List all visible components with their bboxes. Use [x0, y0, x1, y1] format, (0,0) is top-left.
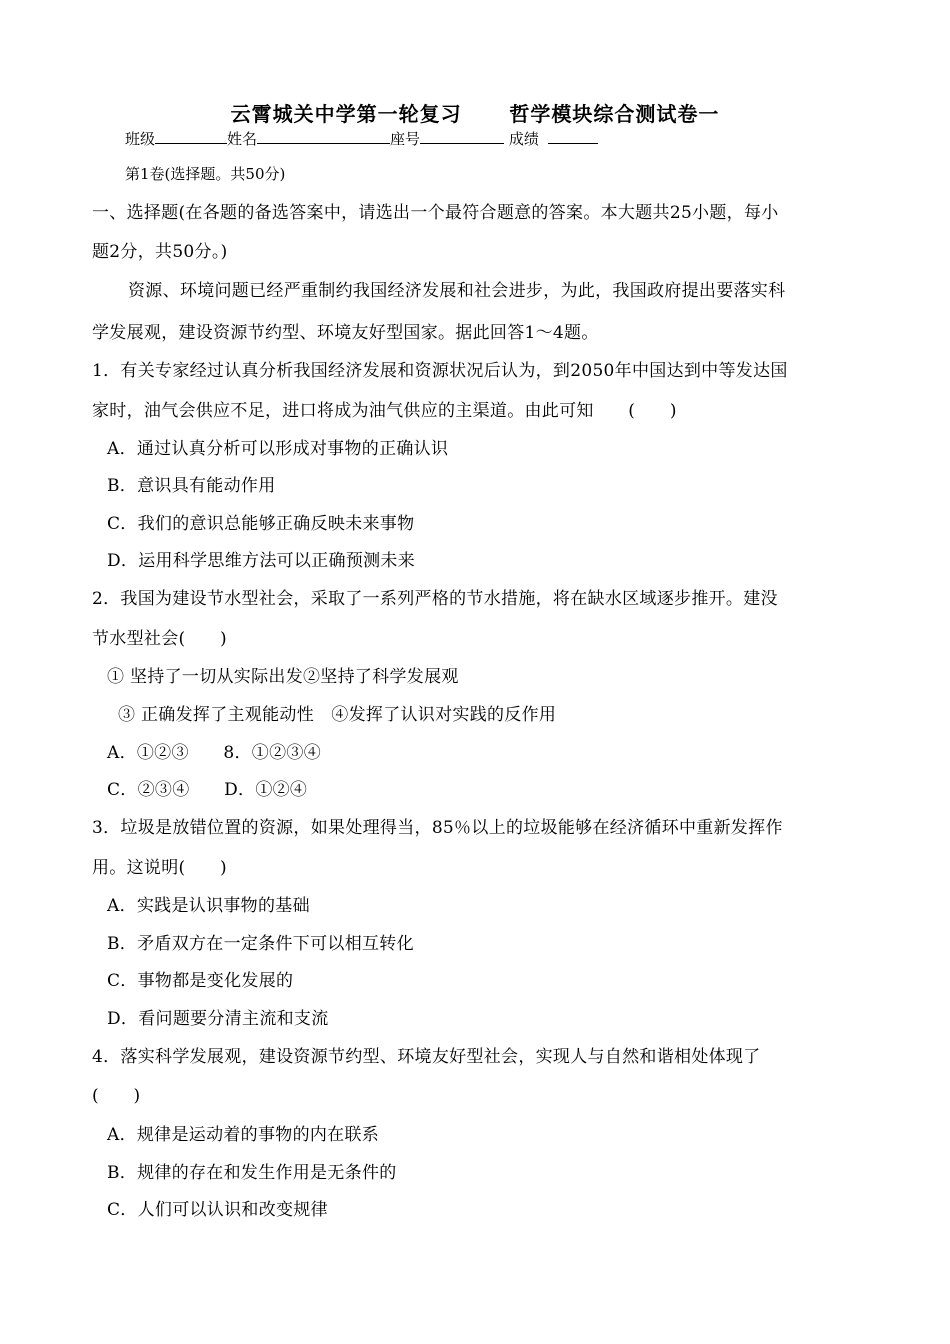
answer-option: A．通过认真分析可以形成对事物的正确认识 [107, 439, 449, 459]
statement-items: ① 坚持了一切从实际出发②坚持了科学发展观 [107, 667, 459, 687]
question-stem: ( ) [92, 1086, 141, 1106]
name-label: 姓名 [227, 130, 258, 148]
answer-option: C．人们可以认识和改变规律 [107, 1200, 328, 1220]
answer-option: C．②③④ D．①②④ [107, 780, 308, 800]
score-blank [548, 129, 598, 144]
student-info-row [125, 128, 598, 149]
question-stem: 用。这说明( ) [92, 858, 227, 878]
section-label: 第1卷(选择题。共50分) [125, 165, 286, 183]
name-blank [257, 129, 390, 144]
answer-option: C．我们的意识总能够正确反映未来事物 [107, 514, 415, 534]
class-label: 班级 [125, 130, 156, 148]
answer-option: A．实践是认识事物的基础 [107, 896, 310, 916]
seat-label: 座号 [390, 130, 421, 148]
question-stem: 1．有关专家经过认真分析我国经济发展和资源状况后认为，到2050年中国达到中等发达国 [92, 361, 788, 381]
passage-line: 学发展观，建设资源节约型、环境友好型国家。据此回答1～4题。 [92, 323, 599, 343]
score-label: 成绩 [508, 130, 539, 148]
exam-title: 云霄城关中学第一轮复习 哲学模块综合测试卷一 [230, 102, 720, 126]
section-intro-line: 题2分，共50分。) [92, 242, 228, 262]
seat-blank [420, 129, 504, 144]
question-stem: 2．我国为建设节水型社会，采取了一系列严格的节水措施，将在缺水区域逐步推开。建没 [92, 589, 778, 609]
passage-line: 资源、环境问题已经严重制约我国经济发展和社会进步，为此，我国政府提出要落实科 [128, 281, 786, 301]
question-stem: 节水型社会( ) [92, 629, 227, 649]
section-intro-line: 一、选择题(在各题的备选答案中，请选出一个最符合题意的答案。本大题共25小题，每小 [92, 203, 779, 223]
question-stem: 4．落实科学发展观，建设资源节约型、环境友好型社会，实现人与自然和谐相处体现了 [92, 1047, 761, 1067]
answer-option: D．看问题要分清主流和支流 [107, 1009, 329, 1029]
answer-option: B．意识具有能动作用 [107, 476, 276, 496]
question-stem: 家时，油气会供应不足，进口将成为油气供应的主渠道。由此可知 ( ) [92, 401, 677, 421]
statement-items: ③ 正确发挥了主观能动性 ④发挥了认识对实践的反作用 [118, 705, 557, 725]
answer-option: A．①②③ 8．①②③④ [107, 743, 321, 763]
question-stem: 3．垃圾是放错位置的资源，如果处理得当，85％以上的垃圾能够在经济循环中重新发挥作 [92, 818, 783, 838]
answer-option: A．规律是运动着的事物的内在联系 [107, 1125, 380, 1145]
class-blank [155, 129, 227, 144]
answer-option: D．运用科学思维方法可以正确预测未来 [107, 551, 416, 571]
answer-option: B．矛盾双方在一定条件下可以相互转化 [107, 934, 414, 954]
answer-option: B．规律的存在和发生作用是无条件的 [107, 1163, 397, 1183]
answer-option: C．事物都是变化发展的 [107, 971, 294, 991]
